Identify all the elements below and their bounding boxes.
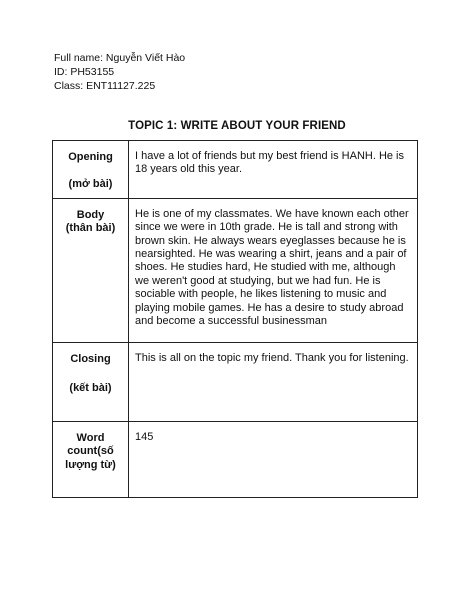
essay-table [52,140,418,498]
student-info [54,51,185,93]
body-label-vi: (thân bài) [65,222,116,235]
closing-row [53,342,418,421]
closing-label: Closing [70,352,111,365]
opening-label: Opening [68,151,113,163]
student-id-line: ID: PH53155 [54,66,115,78]
opening-label-cell [53,141,129,199]
word-count-label: Word count(số lượng từ) [53,421,129,497]
full-name-line: Full name: Nguyễn Viết Hào [54,52,186,64]
body-text: He is one of my classmates. We have known each other since we were in 10th grade. He is tall and strong with brown skin. He always wears eyeglasses because he is nearsighted. He was wearing a shirt, jeans and a pair of shoes. He studies hard, He studied with me, although we weren't good at studying, but we had fun. He is sociable with people, he likes listening to music and playing mobile games. He has a desire to study abroad and become a successful businessman [129,198,418,342]
body-label-cell [53,198,129,342]
closing-label-cell [53,342,129,421]
word-count-row [53,421,418,497]
body-label: Body [76,208,105,221]
topic-title: TOPIC 1: WRITE ABOUT YOUR FRIEND [128,120,346,132]
body-row [53,198,418,342]
opening-row [53,141,418,199]
closing-label-vi: (kết bài) [69,382,112,395]
word-count-value: 145 [129,421,418,497]
opening-label-vi: (mở bài) [68,178,113,191]
opening-text: I have a lot of friends but my best friend is HANH. He is 18 years old this year. [129,141,418,199]
closing-text: This is all on the topic my friend. Thank you for listening. [129,342,418,421]
class-line: Class: ENT11127.225 [54,80,156,92]
